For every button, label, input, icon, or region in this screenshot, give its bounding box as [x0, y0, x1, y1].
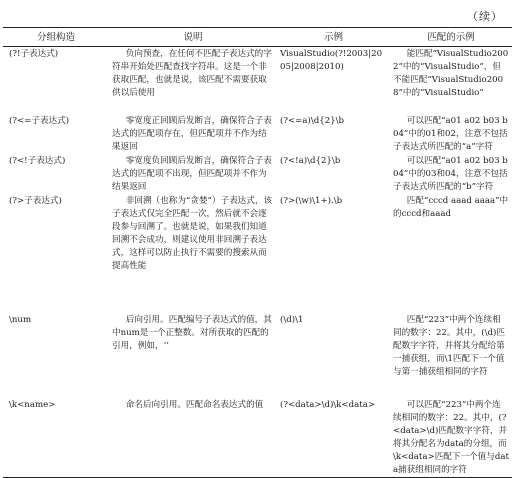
- cell-construct: \num: [9, 315, 32, 325]
- header-construct: 分组构造: [36, 31, 75, 43]
- cell-construct: (?!子表达式): [9, 49, 59, 59]
- cell-description: 命名后向引用。匹配命名表达式的值: [125, 400, 264, 410]
- cell-description: 后向引用。匹配编号子表达式的值，其中num是一个正整数。对所获取的匹配的引用，例如，‘’: [112, 315, 272, 351]
- table-row: [3, 47, 512, 115]
- header-match: 匹配的示例: [427, 31, 475, 43]
- cell-description: 零宽度正回顾后发断言，确保符合子表达式的匹配项存在，但匹配项并不作为结果返回: [112, 116, 272, 152]
- cell-construct: \k<name>: [9, 400, 56, 410]
- cell-match: 可以匹配“a01 a02 b03 b04”中的03和04，注意不包括子表达式所匹配的“b”字符: [393, 156, 508, 192]
- cell-description: 非回溯（也称为“贪婪”）子表达式，该子表达式仅完全匹配一次，然后就不会逐段参与回溯了。也就是说，如果我们知道回溯不会成功，则建议使用非回溯子表达式，这样可以防止执行不需要的搜索从而提高性能: [112, 196, 273, 271]
- cell-construct: (?<!子表达式): [9, 156, 66, 166]
- cell-description: 零宽度负回顾后发断言，确保符合子表达式的匹配项不出现，但匹配项并不作为结果返回: [112, 156, 272, 192]
- cell-example: (?>(\w)\1+).\b: [280, 196, 343, 206]
- cell-example: (?<=a)\d{2}\b: [280, 116, 345, 126]
- cell-match: 能匹配“VisualStudio2002”中的“VisualStudio”，但不能匹配“VisualStudio2008”中的“VisualStudio”: [393, 49, 509, 98]
- table-row: [3, 194, 512, 313]
- header-description: 说明: [183, 31, 203, 43]
- cell-example: (\d)\1: [280, 315, 304, 325]
- cell-match: 可以匹配“223”中两个连续相同的数字：22。其中，(?<data>\d)匹配数字字符，并将其分配名为data的分组，而\k<data>匹配下一个值与data捕获组相同的字符: [393, 400, 509, 475]
- cell-description: 负向预查，在任何不匹配子表达式的字符串开始处匹配查找字符串。这是一个非获取匹配，也就是说，该匹配不需要获取供以后使用: [112, 49, 272, 98]
- header-example: 示例: [323, 31, 343, 43]
- regex-group-table: [3, 27, 512, 478]
- cell-match: 可以匹配“a01 a02 b03 b04”中的01和02，注意不包括子表达式所匹配的“a”字符: [393, 116, 508, 152]
- cell-example: VisualStudio(?!2003|2005|2008|2010): [280, 49, 383, 72]
- table-header-row: [3, 28, 512, 47]
- table-row: [3, 313, 512, 398]
- continued-label: （续）: [467, 10, 503, 23]
- table-row: [3, 154, 512, 194]
- table-row: [3, 114, 512, 154]
- cell-example: (?<data>\d)\k<data>: [280, 400, 376, 410]
- cell-example: (?<!a)\d{2}\b: [280, 156, 341, 166]
- cell-match: 匹配“cccd aaad aaaa”中的cccd和aaad: [393, 196, 509, 219]
- cell-construct: (?>子表达式): [9, 196, 62, 206]
- table-row: [3, 398, 512, 478]
- cell-match: 匹配“223”中两个连续相同的数字：22。其中，(\d)匹配数字字符，并将其分配给第一捕获组，而\1匹配下一个值与第一捕获组相同的字符: [393, 315, 505, 377]
- cell-construct: (?<=子表达式): [9, 116, 70, 126]
